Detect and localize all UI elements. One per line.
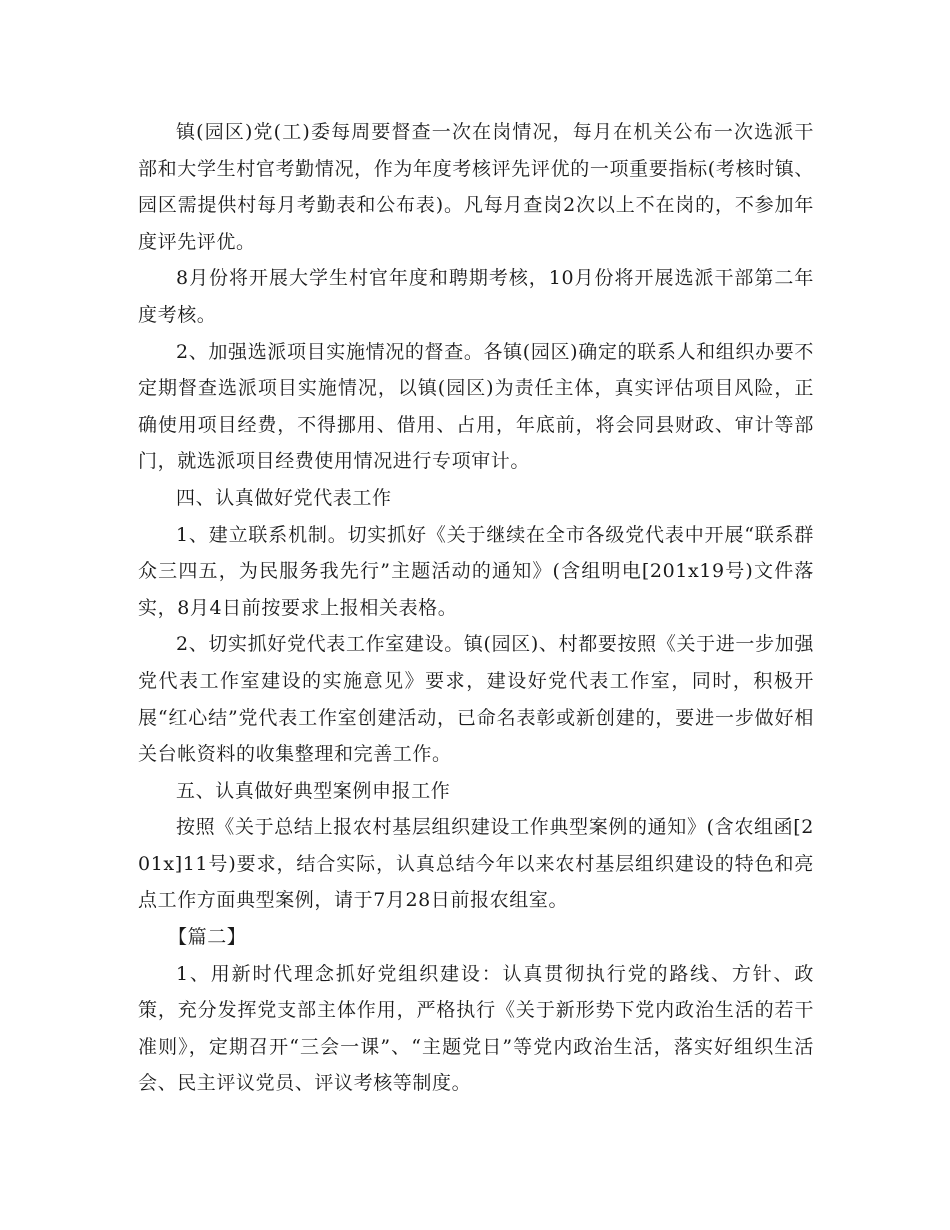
section-heading-typical-cases: 五、认真做好典型案例申报工作: [176, 779, 451, 802]
paragraph-studio-construction: 2、切实抓好党代表工作室建设。镇(园区)、村都要按照《关于进一步加强党代表工作室建设的实施意见》要求，建设好党代表工作室，同时，积极开展“红心结”党代表工作室创建活动，已命名表彰或新创建的，要进一步做好相关台帐资料的收集整理和完善工作。: [138, 633, 814, 766]
document-body: [138, 114, 814, 1102]
paragraph-case-reporting: 按照《关于总结上报农村基层组织建设工作典型案例的通知》(含农组函[201x]11号)要求，结合实际，认真总结今年以来农村基层组织建设的特色和亮点工作方面典型案例，请于7月28日前报农组室。: [138, 816, 814, 912]
paragraph-project-supervision: 2、加强选派项目实施情况的督查。各镇(园区)确定的联系人和组织办要不定期督查选派项目实施情况，以镇(园区)为责任主体，真实评估项目风险，正确使用项目经费，不得挪用、借用、占用，年底前，将会同县财政、审计等部门，就选派项目经费使用情况进行专项审计。: [138, 340, 814, 473]
section-heading-party-representatives: 四、认真做好党代表工作: [176, 486, 392, 509]
paragraph-annual-assessment: 8月份将开展大学生村官年度和聘期考核，10月份将开展选派干部第二年度考核。: [138, 267, 814, 326]
section-label-part-two: 【篇二】: [168, 926, 247, 949]
paragraph-attendance-supervision: 镇(园区)党(工)委每周要督查一次在岗情况，每月在机关公布一次选派干部和大学生村官考勤情况，作为年度考核评先评优的一项重要指标(考核时镇、园区需提供村每月考勤表和公布表)。凡每月查岗2次以上不在岗的，不参加年度评先评优。: [138, 121, 814, 253]
paragraph-party-organization: 1、用新时代理念抓好党组织建设：认真贯彻执行党的路线、方针、政策，充分发挥党支部主体作用，严格执行《关于新形势下党内政治生活的若干准则》，定期召开“三会一课”、“主题党日”等党内政治生活，落实好组织生活会、民主评议党员、评议考核等制度。: [138, 962, 814, 1095]
paragraph-contact-mechanism: 1、建立联系机制。切实抓好《关于继续在全市各级党代表中开展“联系群众三四五，为民服务我先行”主题活动的通知》(含组明电[201x19号)文件落实，8月4日前按要求上报相关表格。: [138, 523, 814, 619]
